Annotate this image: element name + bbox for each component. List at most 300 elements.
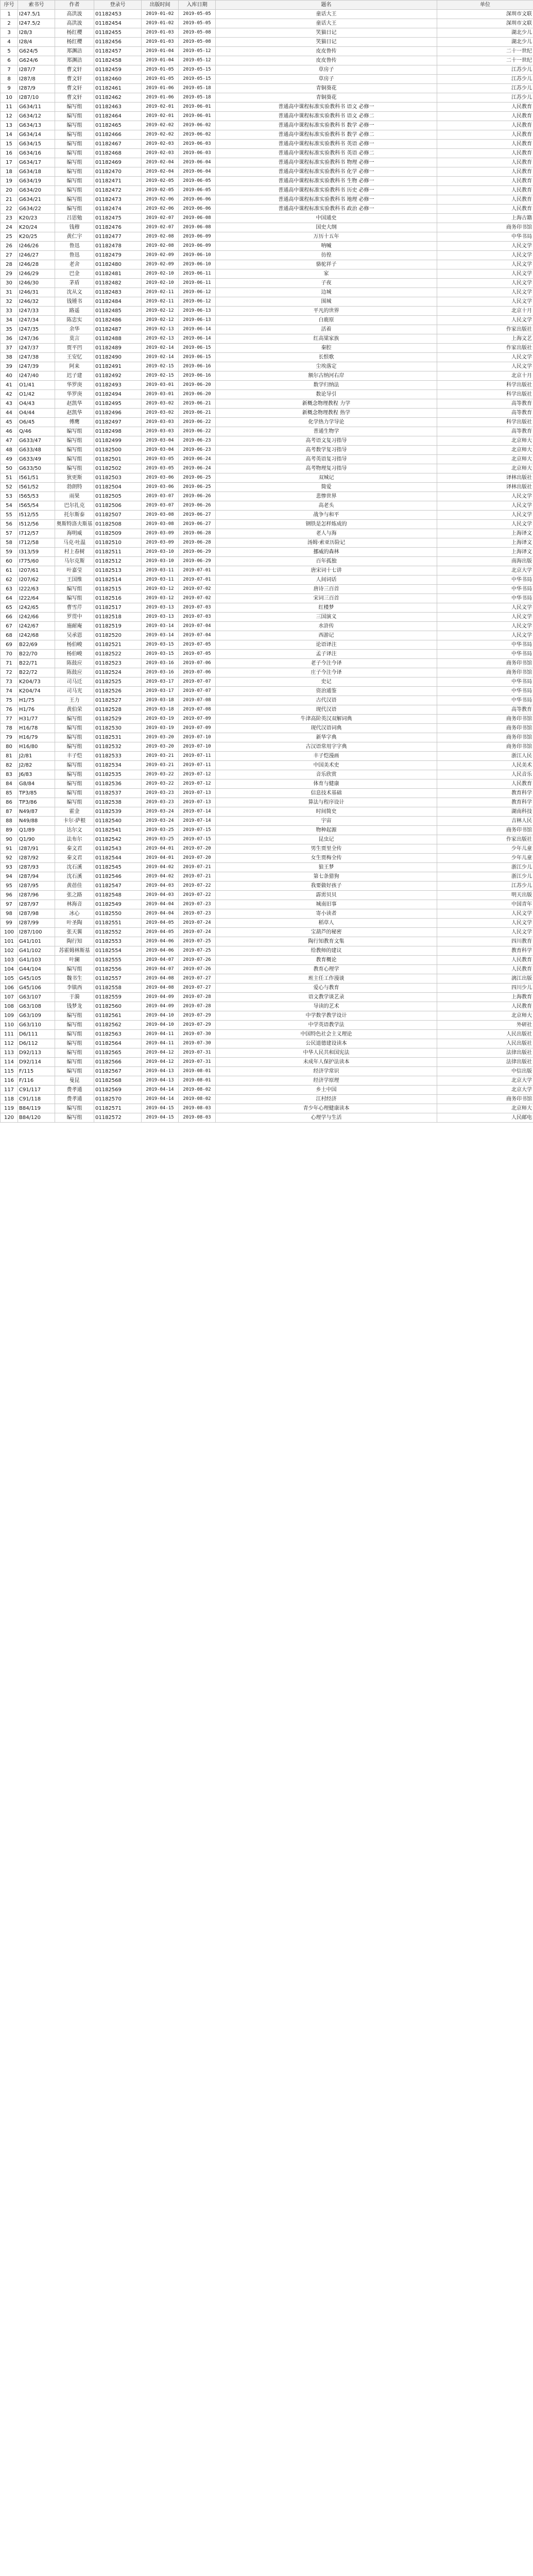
cell-publish-date[interactable]: 2019-02-13 xyxy=(142,325,179,334)
header-publisher[interactable]: 单位 xyxy=(437,1,533,10)
cell-index[interactable]: 22 xyxy=(1,205,18,214)
cell-publish-date[interactable]: 2019-01-04 xyxy=(142,47,179,56)
cell-entry-date[interactable]: 2019-06-25 xyxy=(179,473,216,483)
cell-entry-date[interactable]: 2019-07-07 xyxy=(179,677,216,687)
cell-publisher[interactable]: 人民出版社 xyxy=(437,1030,533,1039)
cell-entry-date[interactable]: 2019-06-29 xyxy=(179,557,216,566)
cell-publish-date[interactable]: 2019-03-15 xyxy=(142,640,179,650)
cell-author[interactable]: 司马迁 xyxy=(55,677,94,687)
cell-entry-date[interactable]: 2019-07-24 xyxy=(179,919,216,928)
cell-entry-date[interactable]: 2019-07-09 xyxy=(179,724,216,733)
cell-title[interactable]: 陶行知教育文集 xyxy=(216,937,437,946)
cell-author[interactable]: 丰子恺 xyxy=(55,752,94,761)
cell-title[interactable]: 青少年心理健康读本 xyxy=(216,1104,437,1113)
cell-entry-date[interactable]: 2019-07-30 xyxy=(179,1039,216,1048)
cell-title[interactable]: 悲惨世界 xyxy=(216,492,437,501)
cell-call-number[interactable]: B22/71 xyxy=(18,659,55,668)
cell-author[interactable]: 沈石溪 xyxy=(55,872,94,882)
cell-entry-date[interactable]: 2019-06-13 xyxy=(179,316,216,325)
cell-author[interactable]: 叶嘉莹 xyxy=(55,566,94,575)
cell-title[interactable]: 钢铁是怎样炼成的 xyxy=(216,520,437,529)
cell-call-number[interactable]: I313/59 xyxy=(18,548,55,557)
cell-title[interactable]: 音乐欣赏 xyxy=(216,770,437,779)
cell-title[interactable]: 简爱 xyxy=(216,483,437,492)
cell-publish-date[interactable]: 2019-04-15 xyxy=(142,1104,179,1113)
cell-publish-date[interactable]: 2019-04-09 xyxy=(142,1002,179,1011)
cell-accession-number[interactable]: 01182536 xyxy=(94,779,142,789)
cell-index[interactable]: 62 xyxy=(1,575,18,585)
cell-accession-number[interactable]: 01182481 xyxy=(94,269,142,279)
cell-publish-date[interactable]: 2019-03-15 xyxy=(142,650,179,659)
cell-title[interactable]: 牛津高阶英汉双解词典 xyxy=(216,715,437,724)
cell-title[interactable]: 古代汉语 xyxy=(216,696,437,705)
cell-author[interactable]: 叶澜 xyxy=(55,956,94,965)
cell-title[interactable]: 中学数学教学设计 xyxy=(216,1011,437,1021)
cell-title[interactable]: 活着 xyxy=(216,325,437,334)
header-title[interactable]: 题名 xyxy=(216,1,437,10)
cell-call-number[interactable]: I247/39 xyxy=(18,362,55,371)
cell-title[interactable]: 化学热力学导论 xyxy=(216,418,437,427)
cell-entry-date[interactable]: 2019-06-14 xyxy=(179,325,216,334)
cell-accession-number[interactable]: 01182572 xyxy=(94,1113,142,1123)
cell-author[interactable]: 阿来 xyxy=(55,362,94,371)
cell-publisher[interactable]: 上海译文 xyxy=(437,538,533,548)
cell-call-number[interactable]: B22/69 xyxy=(18,640,55,650)
cell-accession-number[interactable]: 01182565 xyxy=(94,1048,142,1058)
cell-publish-date[interactable]: 2019-03-10 xyxy=(142,557,179,566)
cell-call-number[interactable]: K204/74 xyxy=(18,687,55,696)
cell-accession-number[interactable]: 01182489 xyxy=(94,344,142,353)
cell-entry-date[interactable]: 2019-07-04 xyxy=(179,622,216,631)
cell-publish-date[interactable]: 2019-01-02 xyxy=(142,10,179,19)
cell-publisher[interactable]: 人民文学 xyxy=(437,316,533,325)
cell-title[interactable]: 孟子译注 xyxy=(216,650,437,659)
cell-accession-number[interactable]: 01182548 xyxy=(94,891,142,900)
cell-publish-date[interactable]: 2019-02-10 xyxy=(142,269,179,279)
cell-accession-number[interactable]: 01182552 xyxy=(94,928,142,937)
cell-entry-date[interactable]: 2019-06-05 xyxy=(179,186,216,195)
cell-entry-date[interactable]: 2019-07-15 xyxy=(179,835,216,844)
cell-index[interactable]: 115 xyxy=(1,1067,18,1076)
cell-call-number[interactable]: I287/94 xyxy=(18,872,55,882)
cell-index[interactable]: 84 xyxy=(1,779,18,789)
cell-publisher[interactable]: 中华书局 xyxy=(437,575,533,585)
cell-author[interactable]: 曹文轩 xyxy=(55,84,94,93)
cell-author[interactable]: 编写组 xyxy=(55,1039,94,1048)
cell-publish-date[interactable]: 2019-03-01 xyxy=(142,390,179,399)
cell-publisher[interactable]: 吉林人民 xyxy=(437,817,533,826)
cell-call-number[interactable]: O1/42 xyxy=(18,390,55,399)
cell-title[interactable]: 体育与健康 xyxy=(216,779,437,789)
cell-title[interactable]: 普通高中课程标准实验教科书 地理 必修一 xyxy=(216,195,437,205)
cell-entry-date[interactable]: 2019-07-06 xyxy=(179,659,216,668)
cell-accession-number[interactable]: 01182500 xyxy=(94,446,142,455)
cell-accession-number[interactable]: 01182488 xyxy=(94,334,142,344)
cell-accession-number[interactable]: 01182498 xyxy=(94,427,142,436)
cell-accession-number[interactable]: 01182543 xyxy=(94,844,142,854)
cell-index[interactable]: 79 xyxy=(1,733,18,742)
cell-publisher[interactable]: 人民教育 xyxy=(437,956,533,965)
cell-author[interactable]: 编写组 xyxy=(55,761,94,770)
cell-author[interactable]: 罗贯中 xyxy=(55,613,94,622)
cell-accession-number[interactable]: 01182465 xyxy=(94,121,142,130)
cell-accession-number[interactable]: 01182539 xyxy=(94,807,142,817)
cell-publish-date[interactable]: 2019-03-25 xyxy=(142,835,179,844)
cell-author[interactable]: 村上春树 xyxy=(55,548,94,557)
cell-author[interactable]: 编写组 xyxy=(55,103,94,112)
cell-publish-date[interactable]: 2019-03-17 xyxy=(142,687,179,696)
cell-index[interactable]: 118 xyxy=(1,1095,18,1104)
cell-title[interactable]: 普通高中课程标准实验教科书 英语 必修二 xyxy=(216,149,437,158)
cell-title[interactable]: 寄小读者 xyxy=(216,909,437,919)
cell-publish-date[interactable]: 2019-03-02 xyxy=(142,399,179,409)
cell-index[interactable]: 24 xyxy=(1,223,18,232)
cell-entry-date[interactable]: 2019-07-20 xyxy=(179,844,216,854)
cell-entry-date[interactable]: 2019-06-08 xyxy=(179,223,216,232)
cell-publish-date[interactable]: 2019-04-10 xyxy=(142,1011,179,1021)
cell-author[interactable]: 沈石溪 xyxy=(55,863,94,872)
cell-publisher[interactable]: 人民文学 xyxy=(437,492,533,501)
cell-publisher[interactable]: 人民教育 xyxy=(437,1002,533,1011)
cell-publish-date[interactable]: 2019-04-14 xyxy=(142,1095,179,1104)
cell-author[interactable]: 司马光 xyxy=(55,687,94,696)
cell-publish-date[interactable]: 2019-03-06 xyxy=(142,483,179,492)
cell-call-number[interactable]: I712/58 xyxy=(18,538,55,548)
cell-publish-date[interactable]: 2019-04-04 xyxy=(142,909,179,919)
cell-publisher[interactable]: 科学出版社 xyxy=(437,418,533,427)
cell-publisher[interactable]: 北京师大 xyxy=(437,436,533,446)
cell-accession-number[interactable]: 01182569 xyxy=(94,1086,142,1095)
cell-accession-number[interactable]: 01182461 xyxy=(94,84,142,93)
cell-publish-date[interactable]: 2019-01-06 xyxy=(142,84,179,93)
cell-index[interactable]: 49 xyxy=(1,455,18,464)
cell-call-number[interactable]: I247/40 xyxy=(18,371,55,381)
cell-author[interactable]: 黄蓓佳 xyxy=(55,882,94,891)
cell-author[interactable]: 陈鼓应 xyxy=(55,668,94,677)
cell-publisher[interactable]: 北京师大 xyxy=(437,1011,533,1021)
cell-publish-date[interactable]: 2019-02-07 xyxy=(142,214,179,223)
cell-author[interactable]: 钱穆 xyxy=(55,223,94,232)
cell-title[interactable]: 子夜 xyxy=(216,279,437,288)
cell-call-number[interactable]: G624/6 xyxy=(18,56,55,65)
cell-entry-date[interactable]: 2019-07-24 xyxy=(179,928,216,937)
cell-entry-date[interactable]: 2019-07-13 xyxy=(179,798,216,807)
cell-index[interactable]: 36 xyxy=(1,334,18,344)
cell-publisher[interactable]: 教育科学 xyxy=(437,946,533,956)
cell-publisher[interactable]: 江苏少儿 xyxy=(437,93,533,103)
cell-title[interactable]: 人间词话 xyxy=(216,575,437,585)
cell-publisher[interactable]: 教育科学 xyxy=(437,789,533,798)
cell-accession-number[interactable]: 01182541 xyxy=(94,826,142,835)
cell-call-number[interactable]: I247.5/1 xyxy=(18,10,55,19)
cell-entry-date[interactable]: 2019-07-10 xyxy=(179,733,216,742)
cell-call-number[interactable]: I287/95 xyxy=(18,882,55,891)
cell-entry-date[interactable]: 2019-07-22 xyxy=(179,891,216,900)
cell-publish-date[interactable]: 2019-02-13 xyxy=(142,334,179,344)
cell-publish-date[interactable]: 2019-02-12 xyxy=(142,307,179,316)
cell-index[interactable]: 117 xyxy=(1,1086,18,1095)
cell-publisher[interactable]: 深圳市文联 xyxy=(437,10,533,19)
cell-index[interactable]: 104 xyxy=(1,965,18,974)
cell-publish-date[interactable]: 2019-02-09 xyxy=(142,260,179,269)
cell-entry-date[interactable]: 2019-08-01 xyxy=(179,1076,216,1086)
cell-publisher[interactable]: 人民文学 xyxy=(437,353,533,362)
cell-title[interactable]: 高考英语复习指导 xyxy=(216,455,437,464)
cell-accession-number[interactable]: 01182559 xyxy=(94,993,142,1002)
cell-publish-date[interactable]: 2019-02-07 xyxy=(142,223,179,232)
cell-entry-date[interactable]: 2019-07-01 xyxy=(179,566,216,575)
cell-entry-date[interactable]: 2019-07-15 xyxy=(179,826,216,835)
cell-publish-date[interactable]: 2019-03-22 xyxy=(142,779,179,789)
cell-author[interactable]: 编写组 xyxy=(55,594,94,603)
cell-call-number[interactable]: I246/28 xyxy=(18,260,55,269)
cell-call-number[interactable]: I287/96 xyxy=(18,891,55,900)
cell-publisher[interactable]: 人民教育 xyxy=(437,167,533,177)
cell-accession-number[interactable]: 01182499 xyxy=(94,436,142,446)
cell-accession-number[interactable]: 01182513 xyxy=(94,566,142,575)
cell-index[interactable]: 105 xyxy=(1,974,18,984)
cell-publisher[interactable]: 人民文学 xyxy=(437,269,533,279)
cell-title[interactable]: 班主任工作漫谈 xyxy=(216,974,437,984)
cell-title[interactable]: 皮皮鲁传 xyxy=(216,47,437,56)
cell-accession-number[interactable]: 01182524 xyxy=(94,668,142,677)
cell-index[interactable]: 35 xyxy=(1,325,18,334)
cell-title[interactable]: 尘埃落定 xyxy=(216,362,437,371)
cell-author[interactable]: 编写组 xyxy=(55,121,94,130)
cell-entry-date[interactable]: 2019-07-13 xyxy=(179,789,216,798)
cell-index[interactable]: 37 xyxy=(1,344,18,353)
cell-call-number[interactable]: G41/101 xyxy=(18,937,55,946)
cell-publisher[interactable]: 人民教育 xyxy=(437,103,533,112)
cell-entry-date[interactable]: 2019-06-23 xyxy=(179,446,216,455)
cell-accession-number[interactable]: 01182509 xyxy=(94,529,142,538)
cell-author[interactable]: 编写组 xyxy=(55,1067,94,1076)
cell-title[interactable]: 额尔古纳河右岸 xyxy=(216,371,437,381)
cell-title[interactable]: 国史大纲 xyxy=(216,223,437,232)
cell-entry-date[interactable]: 2019-07-27 xyxy=(179,984,216,993)
cell-publish-date[interactable]: 2019-02-09 xyxy=(142,251,179,260)
cell-accession-number[interactable]: 01182511 xyxy=(94,548,142,557)
cell-index[interactable]: 40 xyxy=(1,371,18,381)
cell-entry-date[interactable]: 2019-06-04 xyxy=(179,167,216,177)
cell-author[interactable]: 钱锺书 xyxy=(55,297,94,307)
cell-publisher[interactable]: 中华书局 xyxy=(437,640,533,650)
cell-accession-number[interactable]: 01182528 xyxy=(94,705,142,715)
cell-entry-date[interactable]: 2019-06-21 xyxy=(179,399,216,409)
cell-entry-date[interactable]: 2019-05-08 xyxy=(179,28,216,38)
cell-author[interactable]: 编写组 xyxy=(55,798,94,807)
cell-index[interactable]: 68 xyxy=(1,631,18,640)
cell-index[interactable]: 50 xyxy=(1,464,18,473)
header-call-number[interactable]: 索书号 xyxy=(18,1,55,10)
cell-accession-number[interactable]: 01182484 xyxy=(94,297,142,307)
cell-publisher[interactable]: 中华书局 xyxy=(437,585,533,594)
cell-publisher[interactable]: 北京大学 xyxy=(437,1076,533,1086)
cell-publish-date[interactable]: 2019-02-11 xyxy=(142,288,179,297)
cell-entry-date[interactable]: 2019-07-29 xyxy=(179,1011,216,1021)
cell-accession-number[interactable]: 01182459 xyxy=(94,65,142,75)
cell-call-number[interactable]: G634/20 xyxy=(18,186,55,195)
cell-entry-date[interactable]: 2019-06-01 xyxy=(179,112,216,121)
cell-title[interactable]: 中国通史 xyxy=(216,214,437,223)
cell-author[interactable]: 编写组 xyxy=(55,130,94,140)
cell-title[interactable]: 现代汉语 xyxy=(216,705,437,715)
cell-publish-date[interactable]: 2019-04-08 xyxy=(142,984,179,993)
cell-accession-number[interactable]: 01182456 xyxy=(94,38,142,47)
cell-index[interactable]: 8 xyxy=(1,75,18,84)
cell-accession-number[interactable]: 01182553 xyxy=(94,937,142,946)
cell-index[interactable]: 99 xyxy=(1,919,18,928)
cell-entry-date[interactable]: 2019-06-14 xyxy=(179,334,216,344)
cell-author[interactable]: 编写组 xyxy=(55,195,94,205)
cell-title[interactable]: 笑猫日记 xyxy=(216,38,437,47)
cell-call-number[interactable]: I207/61 xyxy=(18,566,55,575)
cell-author[interactable]: 编写组 xyxy=(55,1113,94,1123)
cell-publish-date[interactable]: 2019-02-01 xyxy=(142,103,179,112)
cell-accession-number[interactable]: 01182471 xyxy=(94,177,142,186)
cell-title[interactable]: 童话大王 xyxy=(216,10,437,19)
cell-title[interactable]: 挪威的森林 xyxy=(216,548,437,557)
cell-publisher[interactable]: 浙江人民 xyxy=(437,752,533,761)
cell-publish-date[interactable]: 2019-02-04 xyxy=(142,167,179,177)
cell-author[interactable]: 费孝通 xyxy=(55,1086,94,1095)
cell-call-number[interactable]: I287/92 xyxy=(18,854,55,863)
cell-publish-date[interactable]: 2019-02-03 xyxy=(142,149,179,158)
cell-title[interactable]: 普通高中课程标准实验教科书 语文 必修一 xyxy=(216,103,437,112)
cell-publish-date[interactable]: 2019-04-15 xyxy=(142,1113,179,1123)
cell-title[interactable]: 普通高中课程标准实验教科书 数学 必修二 xyxy=(216,130,437,140)
cell-publisher[interactable]: 人民文学 xyxy=(437,919,533,928)
cell-publisher[interactable]: 人民教育 xyxy=(437,121,533,130)
cell-publish-date[interactable]: 2019-03-01 xyxy=(142,381,179,390)
cell-index[interactable]: 106 xyxy=(1,984,18,993)
cell-publisher[interactable]: 人民文学 xyxy=(437,622,533,631)
cell-author[interactable]: 高洪波 xyxy=(55,19,94,28)
cell-publish-date[interactable]: 2019-03-14 xyxy=(142,631,179,640)
cell-entry-date[interactable]: 2019-07-26 xyxy=(179,956,216,965)
cell-call-number[interactable]: G44/104 xyxy=(18,965,55,974)
cell-index[interactable]: 18 xyxy=(1,167,18,177)
cell-author[interactable]: 曹文轩 xyxy=(55,93,94,103)
cell-index[interactable]: 73 xyxy=(1,677,18,687)
cell-publisher[interactable]: 中华书局 xyxy=(437,687,533,696)
header-author[interactable]: 作者 xyxy=(55,1,94,10)
cell-publisher[interactable]: 人民邮电 xyxy=(437,1113,533,1123)
cell-index[interactable]: 82 xyxy=(1,761,18,770)
cell-entry-date[interactable]: 2019-06-22 xyxy=(179,418,216,427)
cell-accession-number[interactable]: 01182515 xyxy=(94,585,142,594)
cell-call-number[interactable]: G45/105 xyxy=(18,974,55,984)
cell-publisher[interactable]: 人民美术 xyxy=(437,761,533,770)
cell-index[interactable]: 39 xyxy=(1,362,18,371)
cell-author[interactable]: 马克·吐温 xyxy=(55,538,94,548)
cell-author[interactable]: 霍金 xyxy=(55,807,94,817)
cell-entry-date[interactable]: 2019-05-15 xyxy=(179,75,216,84)
cell-index[interactable]: 1 xyxy=(1,10,18,19)
cell-entry-date[interactable]: 2019-07-31 xyxy=(179,1058,216,1067)
cell-accession-number[interactable]: 01182551 xyxy=(94,919,142,928)
cell-publish-date[interactable]: 2019-02-08 xyxy=(142,232,179,242)
cell-publisher[interactable]: 人民教育 xyxy=(437,177,533,186)
cell-accession-number[interactable]: 01182556 xyxy=(94,965,142,974)
cell-accession-number[interactable]: 01182473 xyxy=(94,195,142,205)
cell-publish-date[interactable]: 2019-04-01 xyxy=(142,854,179,863)
cell-index[interactable]: 42 xyxy=(1,390,18,399)
cell-publish-date[interactable]: 2019-04-07 xyxy=(142,965,179,974)
cell-publisher[interactable]: 人民教育 xyxy=(437,130,533,140)
cell-index[interactable]: 47 xyxy=(1,436,18,446)
cell-entry-date[interactable]: 2019-06-04 xyxy=(179,158,216,167)
cell-call-number[interactable]: G63/109 xyxy=(18,1011,55,1021)
cell-author[interactable]: 郑渊洁 xyxy=(55,47,94,56)
cell-index[interactable]: 7 xyxy=(1,65,18,75)
cell-index[interactable]: 101 xyxy=(1,937,18,946)
cell-accession-number[interactable]: 01182495 xyxy=(94,399,142,409)
cell-publish-date[interactable]: 2019-01-02 xyxy=(142,19,179,28)
cell-accession-number[interactable]: 01182560 xyxy=(94,1002,142,1011)
cell-title[interactable]: 第七条猎狗 xyxy=(216,872,437,882)
cell-call-number[interactable]: Q1/90 xyxy=(18,835,55,844)
cell-call-number[interactable]: I28/3 xyxy=(18,28,55,38)
cell-publisher[interactable]: 中华书局 xyxy=(437,696,533,705)
cell-publish-date[interactable]: 2019-03-22 xyxy=(142,770,179,779)
cell-publisher[interactable]: 明天出版 xyxy=(437,891,533,900)
cell-author[interactable]: 狄更斯 xyxy=(55,473,94,483)
cell-accession-number[interactable]: 01182537 xyxy=(94,789,142,798)
cell-title[interactable]: 笑猫日记 xyxy=(216,28,437,38)
cell-title[interactable]: 唐宋词十七讲 xyxy=(216,566,437,575)
cell-title[interactable]: 高考数学复习指导 xyxy=(216,446,437,455)
cell-publish-date[interactable]: 2019-04-08 xyxy=(142,974,179,984)
cell-accession-number[interactable]: 01182558 xyxy=(94,984,142,993)
cell-call-number[interactable]: I28/4 xyxy=(18,38,55,47)
cell-call-number[interactable]: I207/62 xyxy=(18,575,55,585)
cell-accession-number[interactable]: 01182463 xyxy=(94,103,142,112)
cell-entry-date[interactable]: 2019-07-06 xyxy=(179,668,216,677)
cell-title[interactable]: 普通高中课程标准实验教科书 化学 必修一 xyxy=(216,167,437,177)
cell-entry-date[interactable]: 2019-07-28 xyxy=(179,993,216,1002)
cell-accession-number[interactable]: 01182540 xyxy=(94,817,142,826)
cell-title[interactable]: 双城记 xyxy=(216,473,437,483)
cell-title[interactable]: 西游记 xyxy=(216,631,437,640)
cell-accession-number[interactable]: 01182570 xyxy=(94,1095,142,1104)
cell-accession-number[interactable]: 01182532 xyxy=(94,742,142,752)
cell-entry-date[interactable]: 2019-06-23 xyxy=(179,436,216,446)
cell-call-number[interactable]: I287/91 xyxy=(18,844,55,854)
cell-publisher[interactable]: 人民音乐 xyxy=(437,770,533,779)
cell-entry-date[interactable]: 2019-08-02 xyxy=(179,1095,216,1104)
cell-title[interactable]: 江村经济 xyxy=(216,1095,437,1104)
cell-title[interactable]: 呐喊 xyxy=(216,242,437,251)
cell-call-number[interactable]: I246/30 xyxy=(18,279,55,288)
cell-title[interactable]: 中国美术史 xyxy=(216,761,437,770)
cell-publisher[interactable]: 人民文学 xyxy=(437,613,533,622)
cell-title[interactable]: 古汉语常用字字典 xyxy=(216,742,437,752)
cell-publish-date[interactable]: 2019-03-12 xyxy=(142,594,179,603)
cell-accession-number[interactable]: 01182485 xyxy=(94,307,142,316)
cell-entry-date[interactable]: 2019-06-21 xyxy=(179,409,216,418)
cell-publish-date[interactable]: 2019-03-09 xyxy=(142,529,179,538)
cell-title[interactable]: 狼王梦 xyxy=(216,863,437,872)
cell-entry-date[interactable]: 2019-06-06 xyxy=(179,195,216,205)
cell-call-number[interactable]: D6/112 xyxy=(18,1039,55,1048)
cell-title[interactable]: 普通高中课程标准实验教科书 物理 必修一 xyxy=(216,158,437,167)
cell-title[interactable]: 战争与和平 xyxy=(216,511,437,520)
cell-call-number[interactable]: I242/68 xyxy=(18,631,55,640)
cell-entry-date[interactable]: 2019-06-05 xyxy=(179,177,216,186)
cell-index[interactable]: 67 xyxy=(1,622,18,631)
cell-author[interactable]: 秦文君 xyxy=(55,854,94,863)
